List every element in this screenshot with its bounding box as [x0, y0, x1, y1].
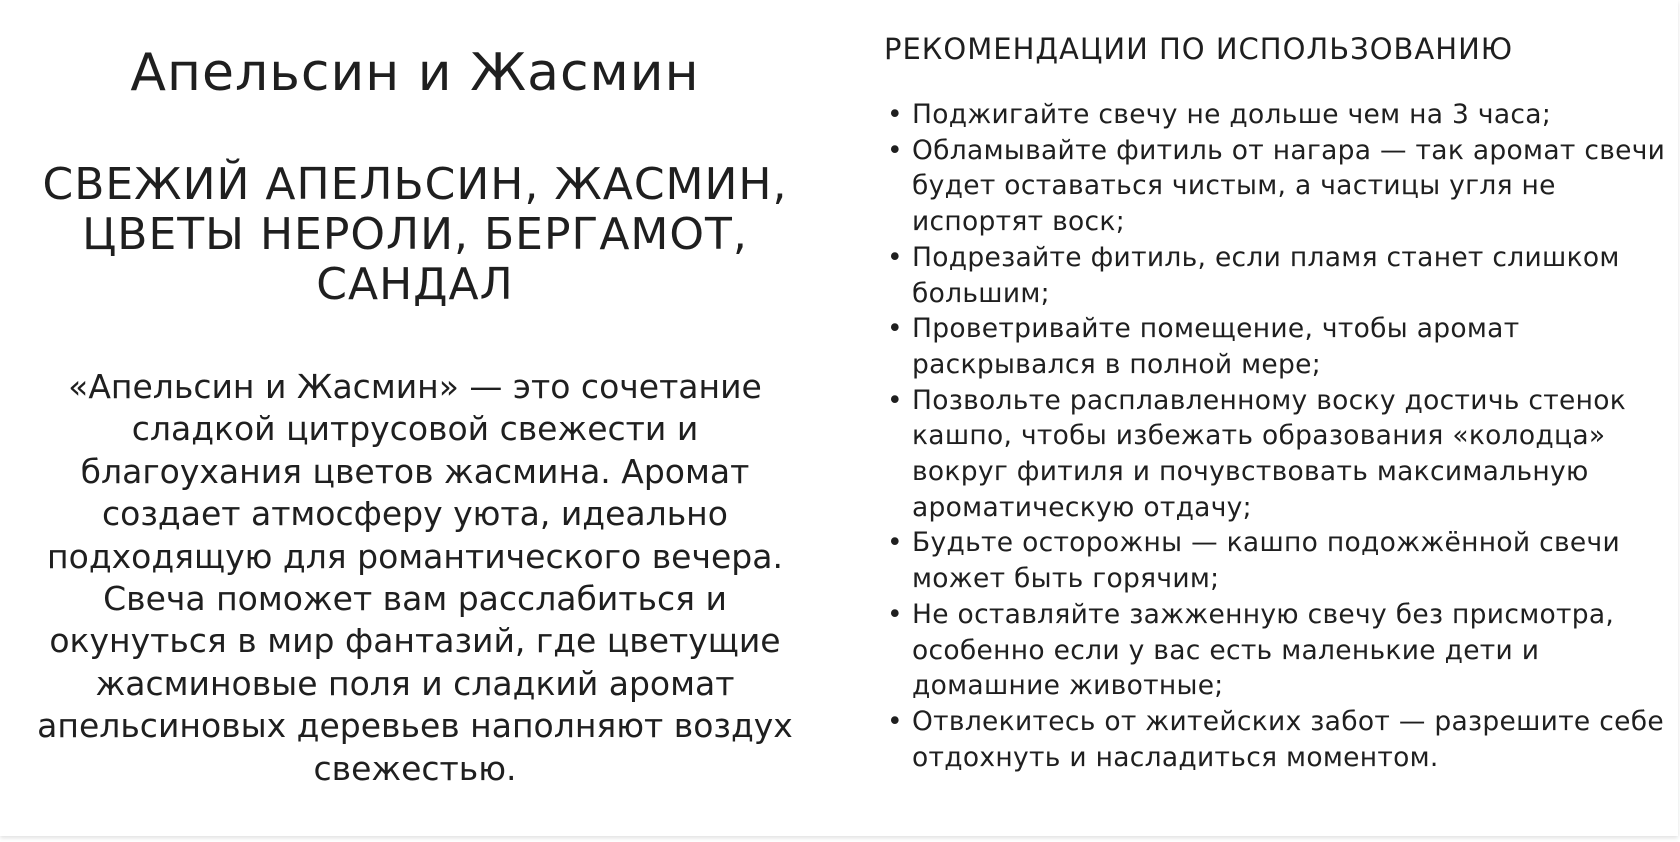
usage-heading: РЕКОМЕНДАЦИИ ПО ИСПОЛЬЗОВАНИЮ: [884, 32, 1514, 66]
usage-item: [884, 383, 1674, 526]
bullet-icon: •: [887, 241, 903, 273]
usage-item-text: Проветривайте помещение, чтобы аромат раскрывался в полной мере;: [912, 313, 1520, 380]
usage-item-text: Позвольте расплавленному воску достичь стенок кашпо, чтобы избежать образования «колодца» вокруг фитиля и почувствовать максимальную ароматическую отдачу;: [912, 384, 1627, 523]
usage-item: [884, 525, 1674, 596]
usage-item: [884, 240, 1674, 311]
usage-list: [884, 97, 1674, 775]
usage-item: [884, 311, 1674, 382]
usage-item-text: Подрезайте фитиль, если пламя станет слишком большим;: [912, 241, 1620, 309]
product-info: [30, 0, 800, 836]
usage-item: [884, 97, 1674, 133]
fragrance-notes: СВЕЖИЙ АПЕЛЬСИН, ЖАСМИН, ЦВЕТЫ НЕРОЛИ, БЕРГАМОТ, САНДАЛ: [42, 159, 788, 310]
usage-item-text: Отвлекитесь от житейских забот — разрешите себе отдохнуть и насладиться моментом.: [912, 705, 1664, 773]
bullet-icon: •: [887, 705, 903, 737]
bullet-icon: •: [887, 527, 903, 559]
bullet-icon: •: [887, 384, 903, 416]
usage-item: [884, 704, 1674, 775]
usage-item-text: Поджигайте свечу не дольше чем на 3 часа;: [912, 99, 1552, 130]
usage-section: [884, 0, 1674, 836]
usage-item-text: Обламывайте фитиль от нагара — так аромат свечи будет оставаться чистым, а частицы угля не испортят воск;: [912, 134, 1666, 238]
bullet-icon: •: [887, 134, 903, 166]
usage-item: [884, 133, 1674, 240]
bullet-icon: •: [887, 99, 903, 130]
bullet-icon: •: [887, 313, 903, 345]
usage-item-text: Будьте осторожны — кашпо подожжённой свечи может быть горячим;: [912, 527, 1620, 595]
usage-item: [884, 597, 1674, 704]
bullet-icon: •: [887, 598, 903, 630]
product-title: Апельсин и Жасмин: [130, 43, 700, 103]
product-description: «Апельсин и Жасмин» — это сочетание сладкой цитрусовой свежести и благоухания цветов жасмина. Аромат создает атмосферу уюта, идеально подходящую для романтического вечера. Свеча поможет вам расслабиться и окунуться в мир фантазий, где цветущие жасминовые поля и сладкий аромат апельсиновых деревьев наполняют воздух свежестью.: [37, 367, 793, 788]
usage-item-text: Не оставляйте зажженную свечу без присмотра, особенно если у вас есть маленькие дети и домашние животные;: [912, 598, 1615, 702]
